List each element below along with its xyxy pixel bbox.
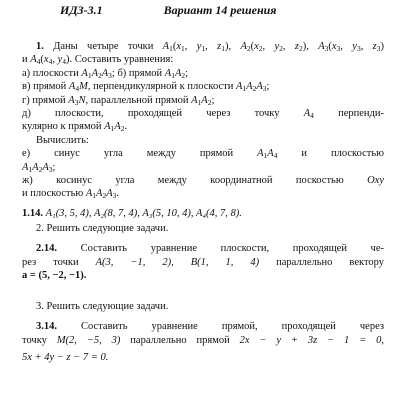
item-zh-cont: и плоскостью $A_1A_2A_3$. <box>22 188 120 201</box>
task-1-intro: 1. Даны четыре точки $A_1(x_1$, $y_1$, $z_1$), $A_2(x_2$, $y_2$, $z_2$), $A_3(x_3$, $y_3$, $z_3$) <box>36 41 384 53</box>
item-d-cont: кулярно к прямой $A_1A_2$. <box>22 121 128 134</box>
variant-title: Вариант 14 решения <box>163 3 277 17</box>
task-1-number: 1. <box>36 41 44 52</box>
task-2-line-1: 2.14. Составить уравнение плоскости, проходящей че- <box>36 243 384 255</box>
task-1-intro-cont: и $A_4(x_4$, $y_4$). Составить уравнения: <box>22 54 174 67</box>
task-1-data-number: 1.14. <box>22 207 43 219</box>
task-3-line-2: точку M(2, −5, 3) параллельно прямой 2x − y + 3z − 1 = 0, <box>22 334 385 346</box>
task-3-eq-2: 5x + 4y − z − 7 = 0. <box>22 352 109 364</box>
compute-label: Вычислить: <box>36 134 89 146</box>
task-2-heading: 2. Решить следующие задачи. <box>36 223 169 234</box>
assignment-code: ИДЗ-3.1 <box>60 3 103 17</box>
task-3-line-1: 3.14. Составить уравнение прямой, проходящей через <box>36 321 385 333</box>
item-v: в) прямой $A_4M$, перпендикулярной к плоскости $A_1A_2A_3$; <box>22 81 270 94</box>
task-3 <box>22 300 384 365</box>
task-2-line-2: рез точки A(3, −1, 2), B(1, 1, 4) параллельно вектору <box>22 256 385 268</box>
task-3-heading: 3. Решить следующие задачи. <box>36 301 169 312</box>
item-g: г) прямой $A_3N$, параллельной прямой $A_1A_2$; <box>22 94 215 107</box>
task-2-vector: a = (5, −2, −1). <box>22 270 87 282</box>
item-e-cont: $A_1A_2A_3$; <box>22 161 56 174</box>
item-e: е) синус угла между прямой $A_1A_4$ и плоскостью <box>22 148 384 161</box>
item-d: д) плоскости, проходящей через точку $A_4$ перпенди- <box>22 108 385 121</box>
task-1-data <box>22 207 384 220</box>
task-2 <box>22 222 384 283</box>
item-a: а) плоскости $A_1A_2A_3$; б) прямой $A_1A_2$; <box>22 67 189 80</box>
task-1 <box>22 40 384 220</box>
task-1-points: A₁(3, 5, 4), A₂(8, 7, 4), A₃(5, 10, 4), A₄(4, 7, 8). <box>45 207 242 219</box>
page-header <box>60 4 276 17</box>
item-zh: ж) косинус угла между координатной поскостью Oxy <box>22 175 384 187</box>
